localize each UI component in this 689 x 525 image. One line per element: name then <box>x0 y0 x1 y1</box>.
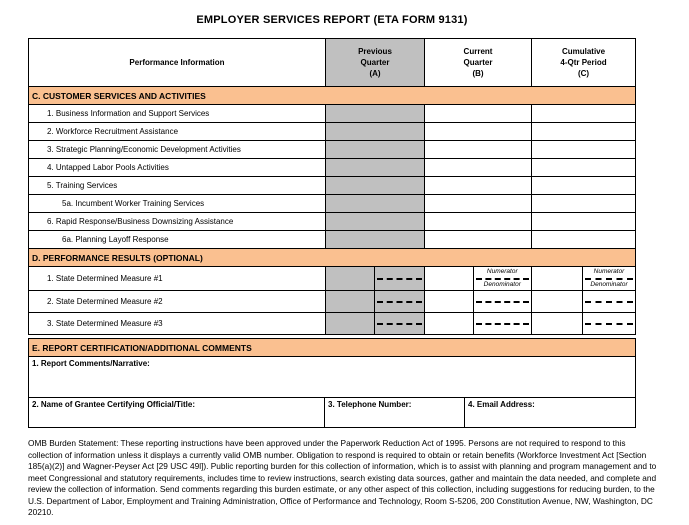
previous-fraction-subcell <box>374 267 424 290</box>
cumulative-line1: Cumulative <box>561 46 606 56</box>
service-row-1 <box>29 104 635 122</box>
numerator-area <box>375 267 424 278</box>
performance-table <box>28 38 636 335</box>
cumulative-cell[interactable] <box>531 105 635 122</box>
previous-quarter-cell <box>325 231 424 248</box>
fraction <box>375 267 424 290</box>
numerator-area <box>583 291 635 301</box>
numerator-area <box>583 313 635 323</box>
previous-left-subcell <box>326 267 374 290</box>
denominator-area <box>375 280 424 291</box>
row-label: 6. Rapid Response/Business Downsizing Assistance <box>47 217 234 226</box>
cumulative-left-subcell[interactable] <box>532 313 582 334</box>
row-label: 5. Training Services <box>47 181 118 190</box>
row-label: 1. Business Information and Support Services <box>47 109 210 118</box>
cumulative-cell[interactable] <box>531 177 635 194</box>
previous-quarter-cell <box>325 313 424 334</box>
previous-quarter-header <box>325 39 424 86</box>
denominator-label: Denominator <box>590 280 628 288</box>
report-comments-cell[interactable] <box>29 356 635 397</box>
measure-row-1 <box>29 266 635 290</box>
current-quarter-line1: Current <box>463 46 493 56</box>
cumulative-cell[interactable] <box>531 159 635 176</box>
previous-fraction-subcell <box>374 313 424 334</box>
previous-quarter-cell <box>325 141 424 158</box>
current-quarter-cell[interactable] <box>424 141 531 158</box>
fraction <box>583 267 635 290</box>
current-fraction-subcell[interactable] <box>473 291 531 312</box>
certification-table <box>28 338 636 428</box>
service-row-5 <box>29 176 635 194</box>
row-label: 2. Workforce Recruitment Assistance <box>47 127 179 136</box>
performance-information-header <box>29 39 325 86</box>
row-label: 6a. Planning Layoff Response <box>62 235 169 244</box>
fraction <box>583 313 635 334</box>
omb-burden-statement: OMB Burden Statement: These reporting instructions have been approved under the Paperwork Reduction Act of 1995. Persons are not required to respond to this collection of information unless it displays a currently valid OMB number. Obligation to respond is required to obtain or retain benefits (Workforce Investment Act [Section 185(a)(2)] and Wagner-Peyser Act [29 USC 49l]). Public reporting burden for this collection of information, which is to assist with planning and program management and to meet Congressional and statutory requirements, includes time to review instructions, search existing data sources, gather and maintain the data needed, and complete and review the collection of information. Send comments regarding this burden estimate, or any other aspect of this collection, including suggestions for reducing burden, to the U.S. Department of Labor, Employment and Training Administration, Office of Performance and Technology, Room S-5206, 200 Constitution Avenue, NW, Washington, DC 20210. <box>28 438 657 517</box>
service-row-2 <box>29 122 635 140</box>
grantee-official-cell[interactable] <box>29 398 324 427</box>
cumulative-cell[interactable] <box>531 213 635 230</box>
previous-quarter-cell <box>325 195 424 212</box>
numerator-area <box>474 313 531 323</box>
current-quarter-cell <box>424 267 531 290</box>
service-row-6 <box>29 212 635 230</box>
current-quarter-cell <box>424 313 531 334</box>
denominator-area <box>474 303 531 313</box>
grantee-official-label: 2. Name of Grantee Certifying Official/Title: <box>32 400 195 409</box>
current-quarter-cell[interactable] <box>424 159 531 176</box>
performance-information-label: Performance Information <box>129 57 225 67</box>
current-quarter-line3: (B) <box>472 69 484 79</box>
denominator-area <box>375 325 424 335</box>
cumulative-fraction-subcell[interactable] <box>582 291 635 312</box>
current-quarter-cell[interactable] <box>424 195 531 212</box>
row-label: 4. Untapped Labor Pools Activities <box>47 163 169 172</box>
section-d-header-row <box>29 248 635 266</box>
previous-quarter-line2: Quarter <box>360 57 390 67</box>
numerator-label: Numerator <box>593 268 625 275</box>
previous-fraction-subcell <box>374 291 424 312</box>
current-left-subcell[interactable] <box>425 267 473 290</box>
fraction <box>474 313 531 334</box>
cumulative-fraction-subcell[interactable] <box>582 313 635 334</box>
numerator-area <box>375 313 424 323</box>
denominator-area <box>375 303 424 313</box>
cumulative-cell[interactable] <box>531 141 635 158</box>
certification-row <box>29 397 635 427</box>
denominator-area <box>474 325 531 335</box>
fraction <box>583 291 635 312</box>
previous-quarter-cell <box>325 213 424 230</box>
cumulative-cell <box>531 267 635 290</box>
cumulative-line3: (C) <box>577 69 590 79</box>
cumulative-cell[interactable] <box>531 231 635 248</box>
email-cell[interactable] <box>464 398 635 427</box>
previous-quarter-cell <box>325 123 424 140</box>
email-label: 4. Email Address: <box>468 400 535 409</box>
table-header-row <box>29 39 635 86</box>
cumulative-cell <box>531 291 635 312</box>
current-quarter-cell[interactable] <box>424 231 531 248</box>
previous-left-subcell <box>326 291 374 312</box>
fraction <box>474 267 531 290</box>
denominator-area <box>583 303 635 313</box>
service-row-5a <box>29 194 635 212</box>
current-quarter-header <box>424 39 531 86</box>
previous-quarter-cell <box>325 177 424 194</box>
previous-quarter-line3: (A) <box>369 69 381 79</box>
section-c-header-row <box>29 86 635 104</box>
previous-quarter-cell <box>325 267 424 290</box>
section-e-header: E. REPORT CERTIFICATION/ADDITIONAL COMMENTS <box>29 339 635 356</box>
section-c-header: C. CUSTOMER SERVICES AND ACTIVITIES <box>29 87 635 104</box>
denominator-area <box>583 325 635 335</box>
cumulative-left-subcell[interactable] <box>532 267 582 290</box>
cumulative-cell[interactable] <box>531 195 635 212</box>
row-label: 3. Strategic Planning/Economic Development Activities <box>47 145 241 154</box>
service-row-3 <box>29 140 635 158</box>
current-left-subcell[interactable] <box>425 291 473 312</box>
cumulative-fraction-subcell[interactable] <box>582 267 635 290</box>
report-comments-label: 1. Report Comments/Narrative: <box>32 359 150 368</box>
numerator-area <box>474 291 531 301</box>
current-quarter-cell[interactable] <box>424 213 531 230</box>
measure-row-2 <box>29 290 635 312</box>
current-quarter-cell <box>424 291 531 312</box>
current-quarter-line2: Quarter <box>463 57 493 67</box>
cumulative-left-subcell[interactable] <box>532 291 582 312</box>
fraction <box>375 291 424 312</box>
section-d-header: D. PERFORMANCE RESULTS (OPTIONAL) <box>29 249 635 266</box>
service-row-6a <box>29 230 635 248</box>
previous-quarter-cell <box>325 291 424 312</box>
current-fraction-subcell[interactable] <box>473 313 531 334</box>
page-title: EMPLOYER SERVICES REPORT (ETA FORM 9131) <box>196 14 468 26</box>
cumulative-line2: 4-Qtr Period <box>560 57 607 67</box>
previous-quarter-cell <box>325 159 424 176</box>
numerator-label: Numerator <box>486 268 518 275</box>
denominator-label: Denominator <box>483 280 521 288</box>
fraction <box>375 313 424 334</box>
current-quarter-cell[interactable] <box>424 177 531 194</box>
current-quarter-cell[interactable] <box>424 123 531 140</box>
current-fraction-subcell[interactable] <box>473 267 531 290</box>
previous-quarter-cell <box>325 105 424 122</box>
service-row-4 <box>29 158 635 176</box>
row-label: 5a. Incumbent Worker Training Services <box>62 199 205 208</box>
previous-left-subcell <box>326 313 374 334</box>
telephone-label: 3. Telephone Number: <box>328 400 412 409</box>
current-left-subcell[interactable] <box>425 313 473 334</box>
cumulative-header <box>531 39 635 86</box>
telephone-cell[interactable] <box>324 398 464 427</box>
row-label: 1. State Determined Measure #1 <box>47 274 163 283</box>
cumulative-cell[interactable] <box>531 123 635 140</box>
measure-row-3 <box>29 312 635 334</box>
previous-quarter-line1: Previous <box>358 46 392 56</box>
row-label: 3. State Determined Measure #3 <box>47 319 163 328</box>
cumulative-cell <box>531 313 635 334</box>
numerator-area <box>375 291 424 301</box>
fraction <box>474 291 531 312</box>
row-label: 2. State Determined Measure #2 <box>47 297 163 306</box>
current-quarter-cell[interactable] <box>424 105 531 122</box>
